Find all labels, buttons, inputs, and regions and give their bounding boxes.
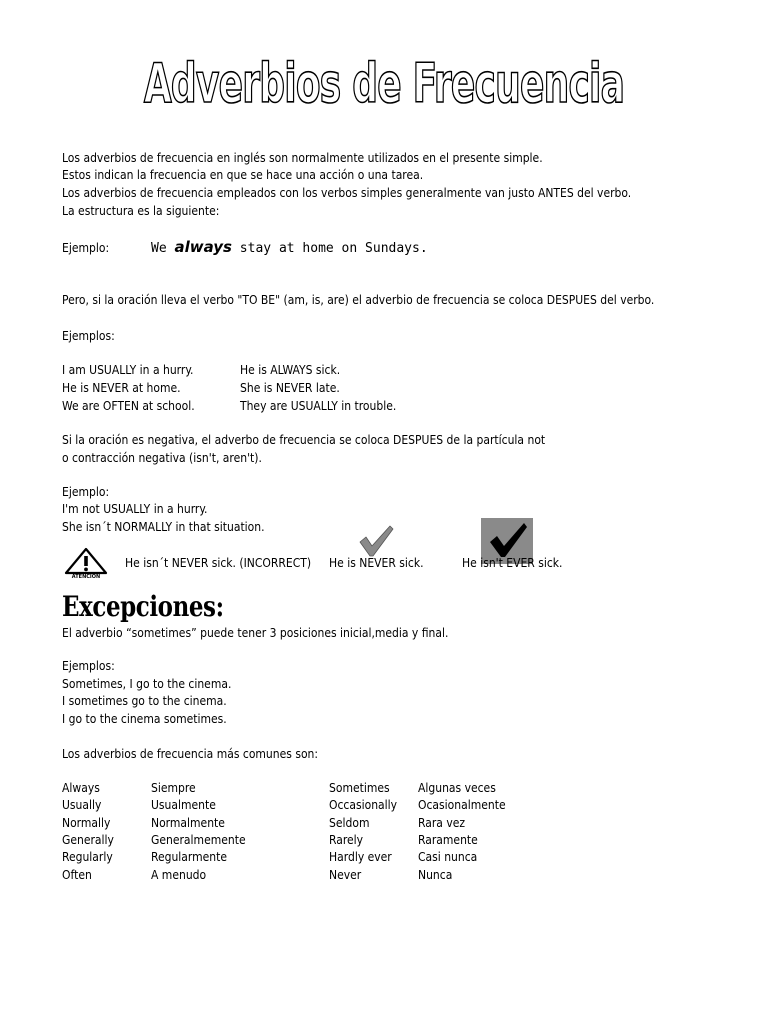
checkmark-icon xyxy=(487,520,529,560)
to-be-example: We are OFTEN at school. xyxy=(62,399,195,413)
adverb-en: Rarely xyxy=(329,833,364,847)
to-be-example: They are USUALLY in trouble. xyxy=(240,399,397,413)
adverb-es: A menudo xyxy=(151,868,207,882)
negative-example: I'm not USUALLY in a hurry. xyxy=(62,502,208,516)
to-be-example: He is ALWAYS sick. xyxy=(240,363,341,377)
adverb-es: Casi nunca xyxy=(418,850,478,864)
sometimes-example: Sometimes, I go to the cinema. xyxy=(62,677,232,691)
adverb-en: Hardly ever xyxy=(329,850,392,864)
example-sentence xyxy=(151,238,428,256)
adverb-en: Seldom xyxy=(329,816,370,830)
sometimes-example: I sometimes go to the cinema. xyxy=(62,694,227,708)
to-be-example: He is NEVER at home. xyxy=(62,381,181,395)
adverb-es: Rara vez xyxy=(418,816,466,830)
adverb-es: Regularmente xyxy=(151,850,228,864)
adverb-es: Raramente xyxy=(418,833,478,847)
intro-line-4: La estructura es la siguiente: xyxy=(62,204,220,218)
adverb-es: Algunas veces xyxy=(418,781,496,795)
examples-label: Ejemplos: xyxy=(62,329,115,343)
adverb-en: Always xyxy=(62,781,100,795)
example-after: stay at home on Sundays. xyxy=(231,241,428,256)
to-be-example: She is NEVER late. xyxy=(240,381,340,395)
sometimes-example: I go to the cinema sometimes. xyxy=(62,712,227,726)
warning-icon xyxy=(64,547,108,579)
adverb-en: Normally xyxy=(62,816,111,830)
intro-line-3: Los adverbios de frecuencia empleados con los verbos simples generalmente van justo ANTES del verbo. xyxy=(62,186,632,200)
intro-line-2: Estos indican la frecuencia en que se hace una acción o una tarea. xyxy=(62,168,424,182)
adverb-en: Usually xyxy=(62,798,102,812)
example-before: We xyxy=(151,241,175,256)
negative-rule-line-2: o contracción negativa (isn't, aren't). xyxy=(62,451,262,465)
negative-example: She isn´t NORMALLY in that situation. xyxy=(62,520,265,534)
adverb-es: Ocasionalmente xyxy=(418,798,506,812)
page-title: Adverbios de Frecuencia xyxy=(143,52,625,115)
checkmark-icon xyxy=(358,524,394,558)
adverb-en: Never xyxy=(329,868,362,882)
to-be-example: I am USUALLY in a hurry. xyxy=(62,363,194,377)
adverb-en: Generally xyxy=(62,833,114,847)
adverb-en: Occasionally xyxy=(329,798,398,812)
adverb-es: Nunca xyxy=(418,868,453,882)
negative-rule-line-1: Si la oración es negativa, el adverbo de frecuencia se coloca DESPUES de la partícula not xyxy=(62,433,546,447)
adverb-en: Often xyxy=(62,868,92,882)
example-emphasis: always xyxy=(174,238,232,256)
correct-example-2: He isn't EVER sick. xyxy=(462,556,563,570)
adverb-en: Regularly xyxy=(62,850,113,864)
adverb-es: Normalmente xyxy=(151,816,225,830)
exceptions-heading: Excepciones: xyxy=(62,590,224,623)
adverb-es: Usualmente xyxy=(151,798,216,812)
adverb-es: Siempre xyxy=(151,781,196,795)
adverb-en: Sometimes xyxy=(329,781,390,795)
warning-icon-text: ATENCION xyxy=(71,574,101,579)
intro-line-1: Los adverbios de frecuencia en inglés son normalmente utilizados en el presente simple. xyxy=(62,151,543,165)
to-be-rule: Pero, si la oración lleva el verbo "TO BE" (am, is, are) el adverbio de frecuencia se coloca DESPUES del verbo. xyxy=(62,293,655,307)
sometimes-rule: El adverbio “sometimes” puede tener 3 posiciones inicial,media y final. xyxy=(62,626,449,640)
sometimes-examples-label: Ejemplos: xyxy=(62,659,115,673)
example-label: Ejemplo: xyxy=(62,241,110,255)
correct-example-1: He is NEVER sick. xyxy=(329,556,424,570)
adverb-es: Generalmemente xyxy=(151,833,246,847)
negative-example-label: Ejemplo: xyxy=(62,485,110,499)
incorrect-example: He isn´t NEVER sick. (INCORRECT) xyxy=(125,556,312,570)
common-adverbs-label: Los adverbios de frecuencia más comunes son: xyxy=(62,747,319,761)
